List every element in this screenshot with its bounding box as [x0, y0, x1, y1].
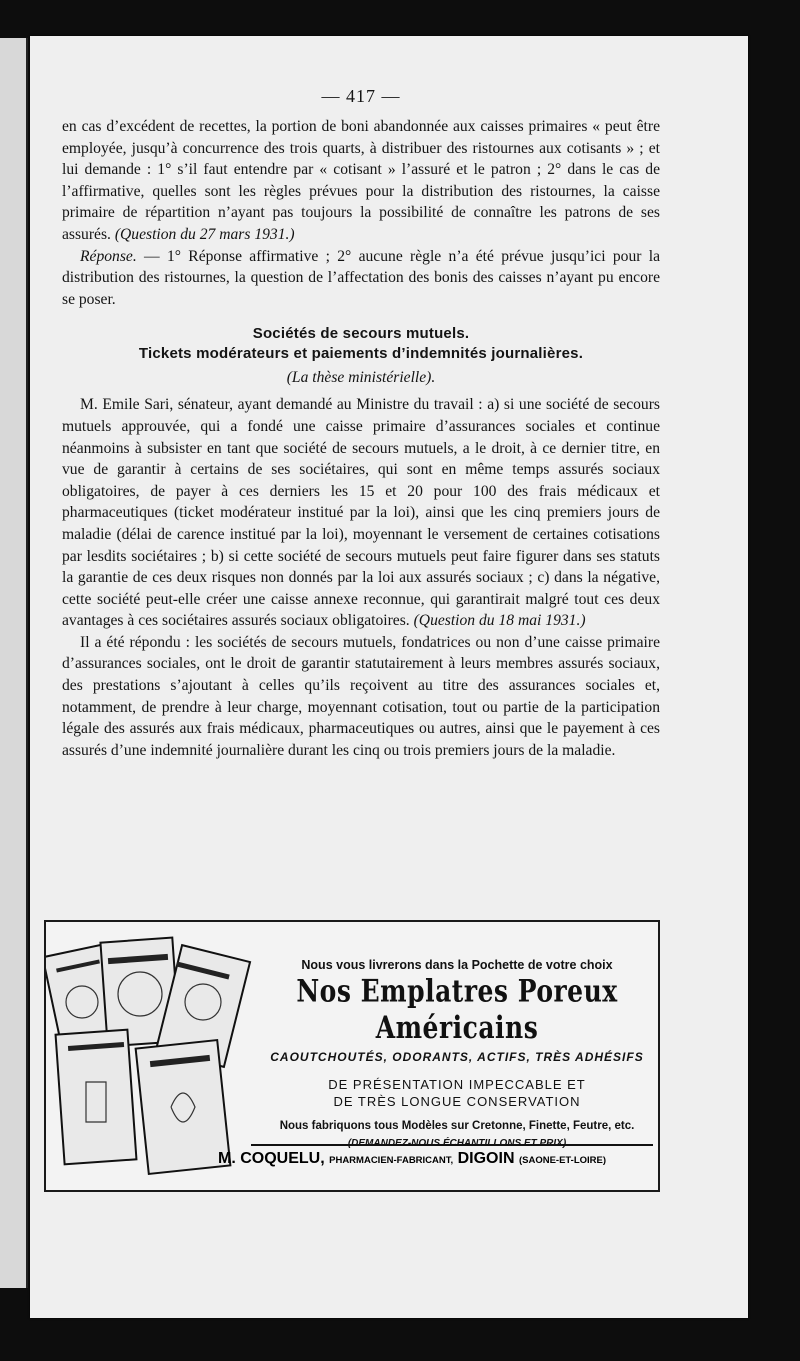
- section-heading: [62, 324, 660, 390]
- intro-text: en cas d’excédent de recettes, la portion de boni abandonnée aux caisses primaires « peut être employée, jusqu’à concurrence des trois quarts, à distribuer des ristournes aux cotisants » ; et lui demande : 1° s’il faut entendre par « cotisant » l’assuré et le patron ; 2° dans le cas de l’affirmative, quelles sont les règles prévues pour la distribution des ristournes, la caisse primaire de répartition n’ayant pas toujours la possibilité de connaître les patrons de ses assurés.: [62, 118, 660, 243]
- facing-page-edge: [0, 38, 28, 1288]
- intro-question-ref: (Question du 27 mars 1931.): [114, 225, 295, 243]
- ad-maker-name: M. COQUELU,: [218, 1150, 325, 1167]
- heading-tickets: Tickets modérateurs et paiements d’indemnités journalières.: [138, 345, 584, 363]
- page-content: [62, 88, 660, 761]
- question-paragraph: [62, 394, 660, 632]
- question-date-ref: (Question du 18 mai 1931.): [413, 612, 586, 630]
- answer-paragraph: Il a été répondu : les sociétés de secours mutuels, fondatrices ou non d’une caisse primaire d’assurances sociales, ont le droit de garantir statutairement à leurs membres assurés sociaux, des prestations s’ajoutant à celles qu’ils reçoivent au titre des assurances sociales et, notamment, de prendre à leur charge, moyennant cotisation, tout ou partie de la participation légale des assurés aux frais médicaux, pharmaceutiques ou autres, ainsi que le payement à ces assurés d’une indemnité journalière durant les cinq ou trois premiers jours de la maladie.: [62, 633, 660, 759]
- ad-maker-role: PHARMACIEN-FABRICANT,: [329, 1155, 454, 1166]
- response-paragraph: [62, 246, 660, 311]
- response-text: — 1° Réponse affirmative ; 2° aucune règle n’a été prévue jusqu’ici pour la distribution des ristournes, la question de l’affectation des bonis des caisses n’ayant pu encore se poser.: [62, 247, 660, 308]
- response-label: Réponse.: [80, 247, 137, 265]
- ad-product-title: Nos Emplatres Poreux Américains: [296, 972, 618, 1046]
- ad-maker-region: (SAONE-ET-LOIRE): [518, 1155, 607, 1166]
- book-page: [30, 36, 748, 1318]
- ad-footer: [218, 1150, 654, 1168]
- ad-maker-city: DIGOIN: [457, 1150, 515, 1167]
- advertisement: [44, 920, 660, 1192]
- ad-presentation-line: DE PRÉSENTATION IMPECCABLE ET: [328, 1077, 586, 1092]
- plaster-packages-illustration: [46, 922, 261, 1184]
- ad-models-line: Nous fabriquons tous Modèles sur Cretonne, Finette, Feutre, etc.: [279, 1120, 635, 1132]
- ad-conservation-line: DE TRÈS LONGUE CONSERVATION: [333, 1094, 581, 1109]
- heading-these: (La thèse ministérielle).: [286, 369, 436, 387]
- question-text: M. Emile Sari, sénateur, ayant demandé au Ministre du travail : a) si une société de secours mutuels approuvée, qui a fondé une caisse primaire d’assurances sociales et continue néanmoins à subsister en tant que société de secours mutuels, a le droit, à ce dernier titre, en vue de garantir à certains de ses sociétaires, qui sont en même temps assurés sociaux obligatoires, de payer à ces derniers les 15 et 20 pour 100 des frais médicaux et pharmaceutiques (ticket modérateur institué par la loi), ainsi que les cinq premiers jours de maladie (délai de carence institué par la loi), moyennant le versement de certaines cotisations par lesdits sociétaires ; b) si cette société de secours mutuels peut faire figurer dans ses statuts la garantie de ces deux risques non donnés par la loi aux assurés sociaux ; c) dans la négative, cette société peut-elle créer une caisse annexe reconnue, qui garantirait malgré tout ces deux avantages à ces sociétaires assurés sociaux obligatoires.: [62, 396, 660, 630]
- ad-copy: [261, 922, 653, 1149]
- ad-qualities: CAOUTCHOUTÉS, ODORANTS, ACTIFS, TRÈS ADHÉSIFS: [270, 1050, 644, 1064]
- ad-intro-line: Nous vous livrerons dans la Pochette de votre choix: [301, 958, 613, 972]
- heading-societes: Sociétés de secours mutuels.: [252, 325, 470, 343]
- page-number: — 417 —: [321, 86, 401, 106]
- ad-divider: [251, 1144, 653, 1146]
- ad-samples-line: (DEMANDEZ-NOUS ÉCHANTILLONS ET PRIX): [347, 1138, 567, 1149]
- body-text: [62, 116, 660, 761]
- intro-paragraph: [62, 116, 660, 246]
